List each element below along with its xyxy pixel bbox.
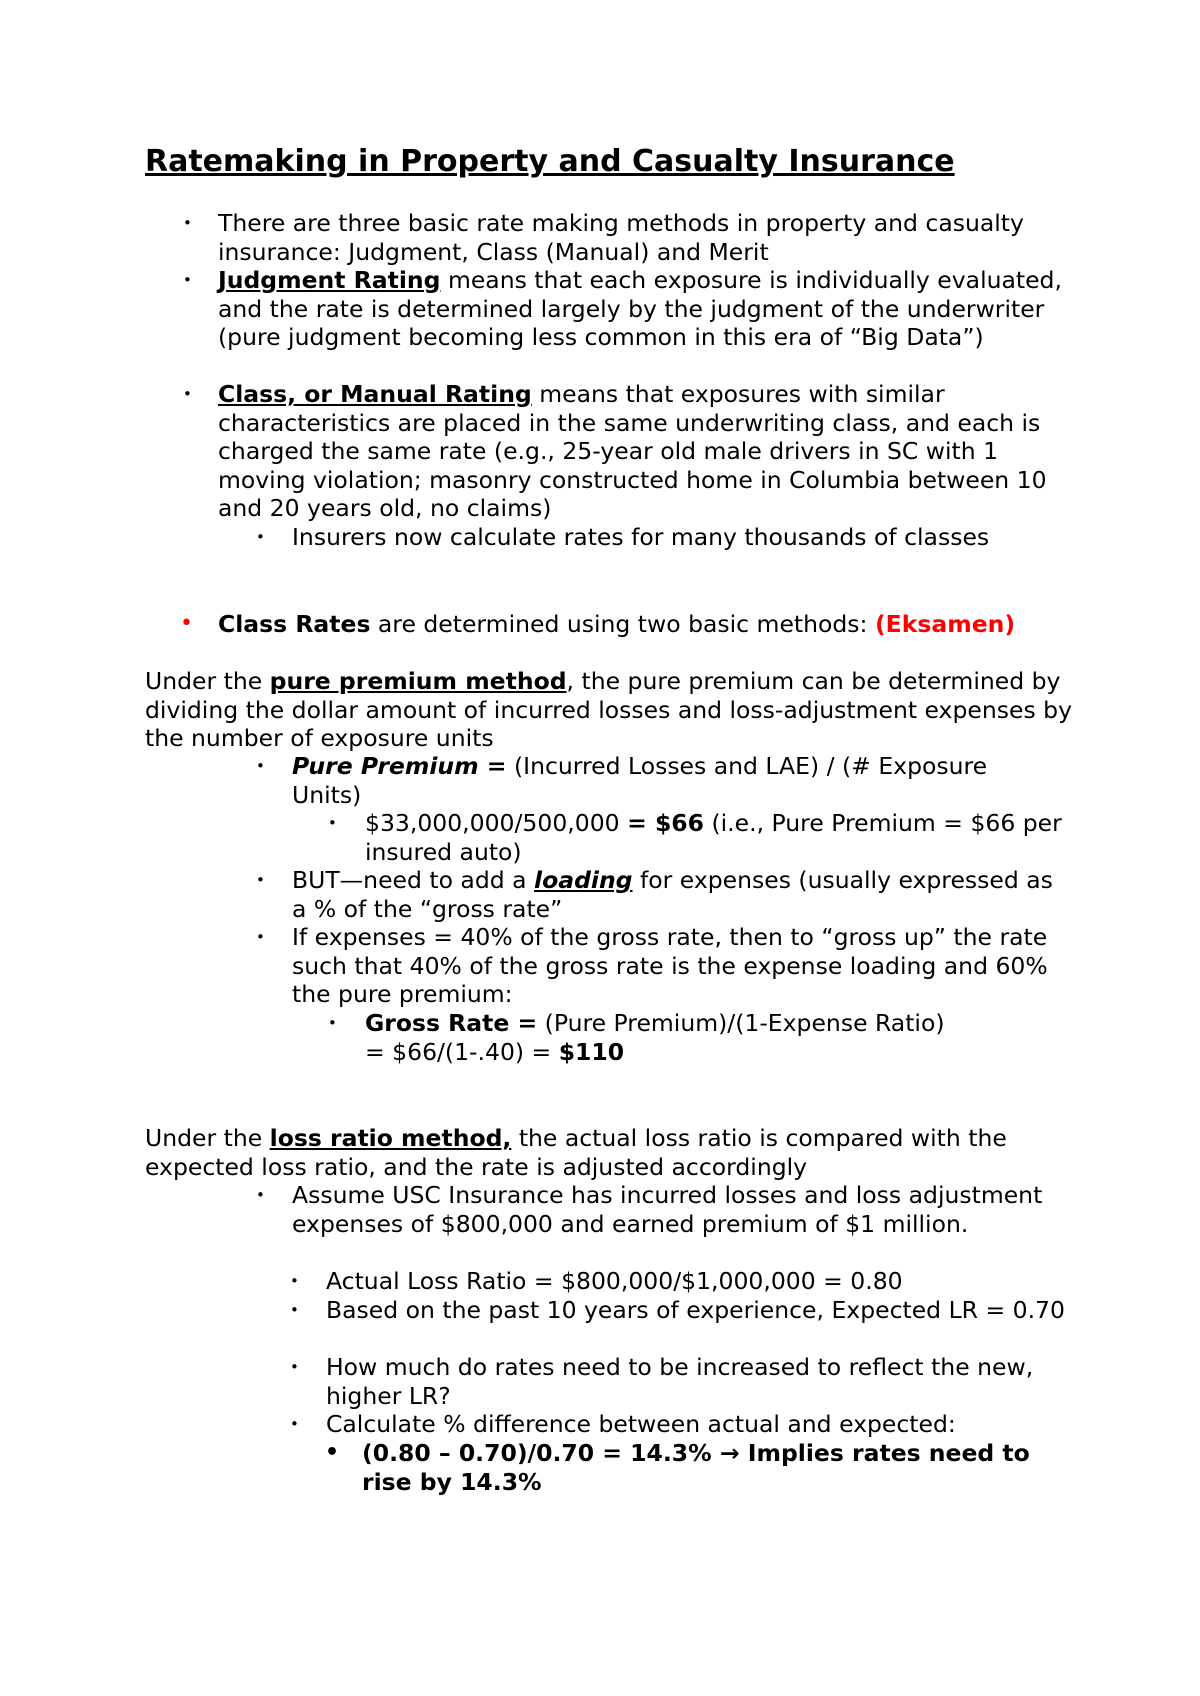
calc-note: (i.e., Pure Premium = $66 per insured auto) (365, 809, 1062, 866)
loading-bullet (292, 866, 1072, 923)
loss-ratio-paragraph (145, 1124, 1075, 1181)
gross-up-text: If expenses = 40% of the gross rate, then to “gross up” the rate such that 40% of the gross rate is the expense loading and 60% the pure premium: (292, 923, 1048, 1008)
calculate-bullet (326, 1410, 1086, 1439)
pure-premium-method-term: pure premium method (269, 667, 567, 695)
bullet-icon: • (256, 757, 265, 775)
bullet-icon: • (325, 1440, 340, 1465)
loading-text: BUT—need to add a (292, 866, 535, 894)
loading-text-2: for expenses (usually expressed as a % of the “gross rate” (292, 866, 1053, 923)
manual-rating-text: means that exposures with similar characteristics are placed in the same underwriting class, and each is charged the same rate (e.g., 25-year old male drivers in SC with 1 moving violation; masonry constructed home in Columbia between 10 and 20 years old, no claims) (218, 380, 1047, 522)
bullet-icon: • (328, 1014, 337, 1032)
pure-premium-term: Pure Premium (292, 752, 479, 780)
class-rates-term: Class Rates (218, 610, 371, 638)
gross-rate-formula (365, 1009, 1085, 1066)
expected-lr-bullet (326, 1296, 1086, 1325)
calc-text: $33,000,000/500,000 (365, 809, 628, 837)
actual-lr-bullet (326, 1267, 1086, 1296)
class-rates-text: are determined using two basic methods: (370, 610, 875, 638)
assume-bullet (292, 1181, 1062, 1238)
gross-rate-term: Gross Rate = (365, 1009, 538, 1037)
formula-text: (Incurred Losses and LAE) / (# Exposure Units) (292, 752, 988, 809)
judgment-rating-term: Judgment Rating (218, 266, 441, 294)
bullet-icon: • (256, 928, 265, 946)
pure-premium-text: , the pure premium can be determined by dividing the dollar amount of incurred losses and loss-adjustment expenses by the number of exposure units (145, 667, 1072, 752)
gross-rate-result: $110 (558, 1037, 625, 1066)
bullet-icon: • (256, 1186, 265, 1204)
loss-ratio-text: the actual loss ratio is compared with the expected loss ratio, and the rate is adjusted accordingly (145, 1124, 1007, 1181)
bullet-icon: • (183, 214, 192, 232)
exam-tag: (Eksamen) (874, 610, 1016, 638)
lead-text: Under the (145, 1124, 270, 1152)
conclusion-text: (0.80 – 0.70)/0.70 = 14.3% → Implies rates need to rise by 14.3% (362, 1439, 1030, 1496)
classes-text: Insurers now calculate rates for many thousands of classes (292, 523, 990, 551)
bullet-icon: • (256, 528, 265, 546)
bullet-icon: • (328, 814, 337, 832)
equals-sign: = (478, 752, 507, 780)
question-text: How much do rates need to be increased to reflect the new, higher LR? (326, 1353, 1034, 1410)
judgment-rating-text: means that each exposure is individually evaluated, and the rate is determined largely by the judgment of the underwriter (pure judgment becoming less common in this era of “Big Data”) (218, 266, 1062, 351)
pure-premium-paragraph (145, 667, 1075, 753)
red-bullet-icon: • (180, 611, 193, 636)
actual-lr-text: Actual Loss Ratio = $800,000/$1,000,000 = 0.80 (326, 1267, 903, 1295)
question-bullet (326, 1353, 1086, 1410)
expected-lr-text: Based on the past 10 years of experience, Expected LR = 0.70 (326, 1296, 1065, 1324)
calculate-text: Calculate % difference between actual and expected: (326, 1410, 956, 1438)
pure-premium-formula (292, 752, 1042, 809)
assume-text: Assume USC Insurance has incurred losses and loss adjustment expenses of $800,000 and earned premium of $1 million. (292, 1181, 1043, 1238)
gross-rate-calc: = $66/(1-.40) = (365, 1037, 559, 1066)
intro-bullet-class (218, 380, 1078, 523)
bullet-icon: • (256, 871, 265, 889)
class-sub-bullet (292, 523, 1112, 552)
bullet-icon: • (290, 1272, 299, 1290)
intro-bullet-text: There are three basic rate making methods in property and casualty insurance: Judgment, Class (Manual) and Merit (218, 209, 1024, 266)
pure-premium-calc (365, 809, 1065, 866)
lead-text: Under the (145, 667, 270, 695)
class-rates-line (218, 610, 1118, 639)
manual-rating-term: Class, or Manual Rating (218, 380, 532, 408)
intro-bullet-judgment (218, 266, 1078, 352)
calc-result: = $66 (627, 809, 705, 837)
conclusion-bullet (362, 1439, 1082, 1496)
loading-term: loading (534, 866, 633, 894)
bullet-icon: • (290, 1415, 299, 1433)
bullet-icon: • (183, 271, 192, 289)
loss-ratio-method-term: loss ratio method, (269, 1124, 512, 1152)
bullet-icon: • (183, 385, 192, 403)
bullet-icon: • (290, 1301, 299, 1319)
intro-bullet-methods (218, 209, 1078, 266)
gross-up-bullet (292, 923, 1062, 1009)
gross-rate-text: (Pure Premium)/(1-Expense Ratio) (537, 1009, 945, 1037)
bullet-icon: • (290, 1358, 299, 1376)
page-title: Ratemaking in Property and Casualty Insurance (145, 144, 955, 179)
